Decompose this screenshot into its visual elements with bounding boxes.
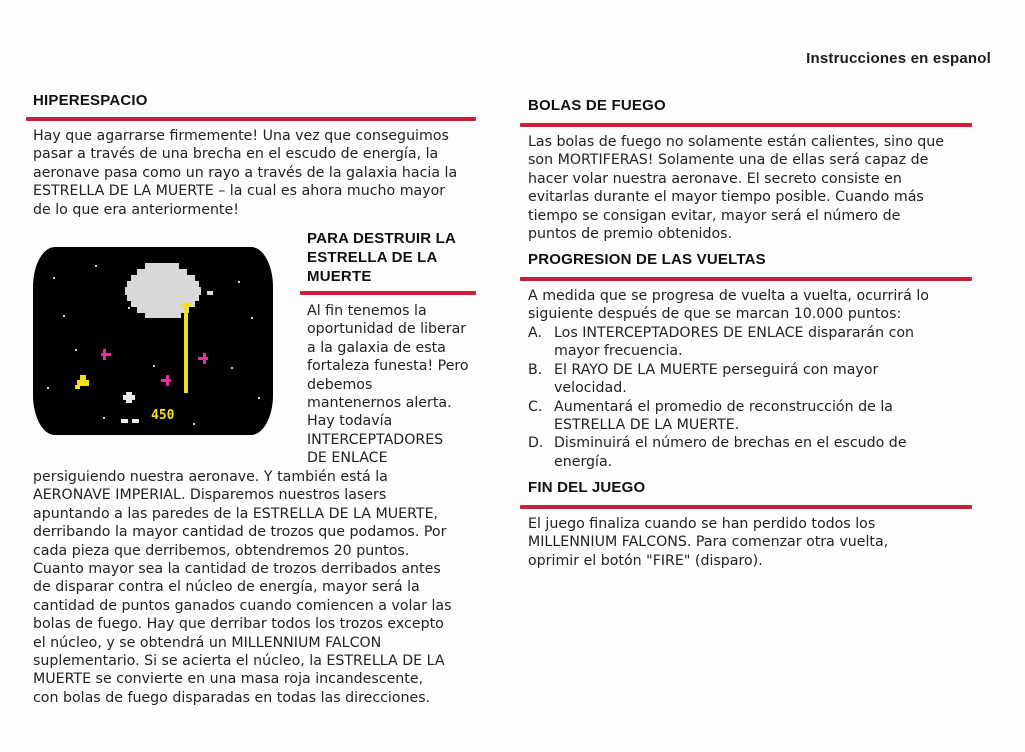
progresion-title: PROGRESION DE LAS VUELTAS xyxy=(528,251,766,268)
hiperespacio-title: HIPERESPACIO xyxy=(33,92,148,109)
fin-title: FIN DEL JUEGO xyxy=(528,479,646,496)
list-item: D. Disminuirá el número de brechas en el escudo de energía. xyxy=(528,435,907,470)
destruir-side-text: Al fin tenemos la oportunidad de liberar a la galaxia de esta fortaleza funesta! Pero debemos mantenernos alerta. Hay todavía INTERCEPTADORES DE ENLACE xyxy=(307,303,469,467)
progresion-intro: A medida que se progresa de vuelta a vuelta, ocurrirá lo siguiente después de que se marcan 10.000 puntos: xyxy=(528,288,929,323)
progresion-list xyxy=(528,324,914,471)
progresion-rule xyxy=(520,277,972,281)
destruir-text: persiguiendo nuestra aeronave. Y también está la AERONAVE IMPERIAL. Disparemos nuestros lasers apuntando a las paredes de la ESTRELLA DE LA MUERTE, derribando la mayor cantidad de trozos que podamos. Por cada pieza que derribemos, obtendremos 20 puntos. Cuanto mayor sea la cantidad de trozos derribados antes de disparar contra el núcleo de energía, mayor será la cantidad de puntos ganados cuando comiencen a volar las bolas de fuego. Hay que derribar todos los trozos excepto el núcleo, y se obtendrá un MILLENNIUM FALCON suplementario. Si se acierta el núcleo, la ESTRELLA DE LA MUERTE se convierte en una masa roja incandescente, con bolas de fuego disparadas en todas las direcciones. xyxy=(33,469,452,706)
game-screenshot xyxy=(33,247,273,435)
destruir-rule xyxy=(300,291,476,295)
interceptor-icon xyxy=(101,349,208,386)
destruir-title: PARA DESTRUIR LA ESTRELLA DE LA MUERTE xyxy=(307,230,457,285)
bolas-text: Las bolas de fuego no solamente están calientes, sino que son MORTIFERAS! Solamente una de ellas será capaz de hacer volar nuestra aeronave. El secreto consiste en evitarlas durante el mayor tiempo posible. Cuando más tiempo se consigan evitar, mayor será el número de puntos de premio obtenidos. xyxy=(528,134,945,243)
death-ray xyxy=(184,305,188,393)
list-item: C. Aumentará el promedio de reconstrucción de la ESTRELLA DE LA MUERTE. xyxy=(528,398,893,434)
death-star-icon xyxy=(125,263,213,318)
bolas-title: BOLAS DE FUEGO xyxy=(528,97,666,114)
page-header: Instrucciones en espanol xyxy=(806,50,991,67)
fin-rule xyxy=(520,505,972,509)
hiperespacio-rule xyxy=(26,117,476,121)
millennium-falcon-icon xyxy=(121,392,139,423)
list-item: A. Los INTERCEPTADORES DE ENLACE dispararán con mayor frecuencia. xyxy=(528,325,915,360)
score-display: 450 xyxy=(151,408,175,423)
list-item: B. El RAYO DE LA MUERTE perseguirá con mayor velocidad. xyxy=(528,361,879,397)
imperial-ship-icon xyxy=(75,375,89,389)
fin-text: El juego finaliza cuando se han perdido todos los MILLENNIUM FALCONS. Para comenzar otra vuelta, oprimir el botón "FIRE" (disparo). xyxy=(528,516,889,569)
bolas-rule xyxy=(520,123,972,127)
hiperespacio-text: Hay que agarrarse firmemente! Una vez que conseguimos pasar a través de una brecha en el escudo de energía, la aeronave pasa como un rayo a través de la galaxia hacia la ESTRELLA DE LA MUERTE – la cual es ahora mucho mayor de lo que era anteriormente! xyxy=(33,128,458,218)
